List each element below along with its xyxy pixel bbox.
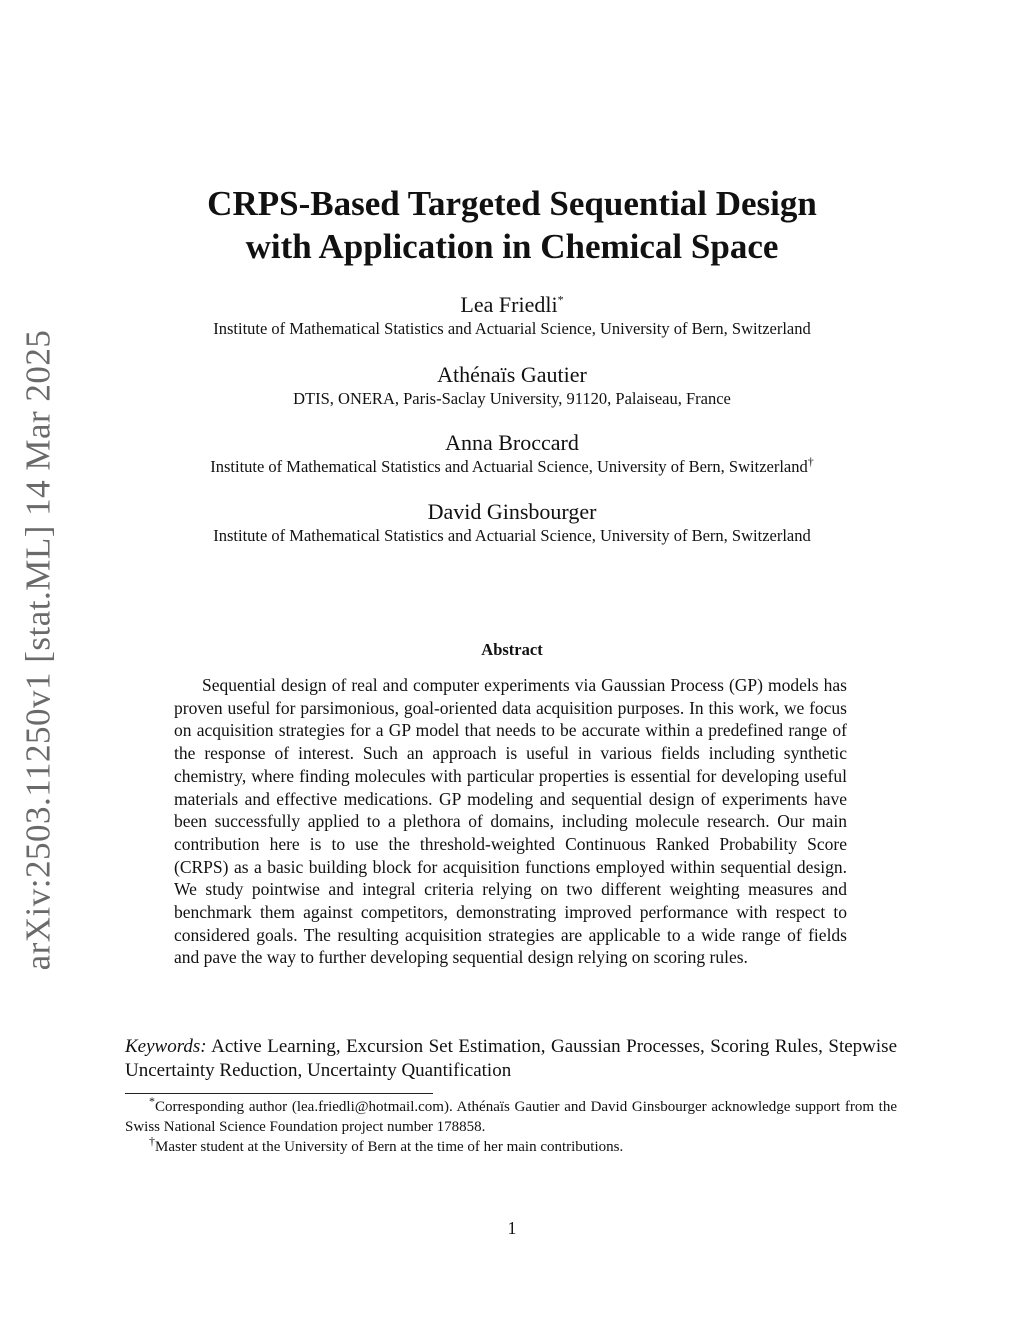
arxiv-identifier-text: arXiv:2503.11250v1 [stat.ML] 14 Mar 2025 [18,329,57,971]
author-name [112,292,912,318]
paper-title [112,182,912,268]
author-footnote-mark: * [557,292,564,307]
footnotes [125,1094,897,1157]
abstract-text: Sequential design of real and computer experiments via Gaussian Process (GP) models has proven useful for parsimonious, goal-oriented data acquisition purposes. In this work, we focus on acquisition strategies for a GP model that needs to be accurate within a predefined range of the response of interest. Such an approach is useful in various fields including synthetic chemistry, where finding molecules with particular properties is essential for developing useful materials and effective medications. GP modeling and sequential design of experiments have been successfully applied to a plethora of domains, including molecule research. Our main contribution here is to use the threshold-weighted Continuous Ranked Probability Score (CRPS) as a basic building block for acquisition functions employed within sequential design. We study pointwise and integral criteria relying on two different weighting measures and benchmark them against competitors, demonstrating improved performance with respect to considered goals. The resulting acquisition strategies are applicable to a wide range of fields and pave the way to further developing sequential design relying on scoring rules. [174,675,847,968]
author-affiliation: DTIS, ONERA, Paris-Saclay University, 91120, Palaiseau, France [293,389,731,408]
author-name: Athénaïs Gautier [437,362,587,387]
paper-title-line-1: CRPS-Based Targeted Sequential Design [207,184,817,223]
keywords-text: Active Learning, Excursion Set Estimation, Gaussian Processes, Scoring Rules, Stepwise Uncertainty Reduction, Uncertainty Quantification [125,1036,898,1081]
author-block-1 [112,292,912,340]
author-name: Anna Broccard [445,430,579,455]
keywords-label: Keywords: [125,1036,207,1057]
author-affiliation: Institute of Mathematical Statistics and Actuarial Science, University of Bern, Switzerland [213,526,811,545]
author-name-text: Lea Friedli [460,292,558,317]
keywords [125,1035,897,1083]
author-affiliation-text: Institute of Mathematical Statistics and Actuarial Science, University of Bern, Switzerland [210,457,808,476]
footnote-2 [125,1134,897,1157]
page-number: 1 [507,1218,517,1238]
author-name: David Ginsbourger [427,499,597,524]
author-affiliation [112,456,912,478]
footnote-text: Master student at the University of Bern at the time of her main contributions. [155,1139,624,1155]
author-affiliation: Institute of Mathematical Statistics and Actuarial Science, University of Bern, Switzerland [213,319,811,338]
affiliation-footnote-mark: † [807,454,814,469]
abstract-heading: Abstract [481,640,543,659]
author-block-2 [112,362,912,410]
footnote-mark: † [149,1134,155,1148]
footnote-text: Corresponding author (lea.friedli@hotmail.com). Athénaïs Gautier and David Ginsbourger acknowledge support from the Swiss National Science Foundation project number 178858. [125,1099,897,1135]
footnote-divider [125,1093,433,1094]
author-block-3 [112,430,912,478]
footnote-1 [125,1094,897,1137]
paper-title-line-2: with Application in Chemical Space [245,227,779,266]
footnote-mark: * [149,1094,155,1108]
author-block-4 [112,499,912,547]
arxiv-identifier-stamp [16,329,60,971]
